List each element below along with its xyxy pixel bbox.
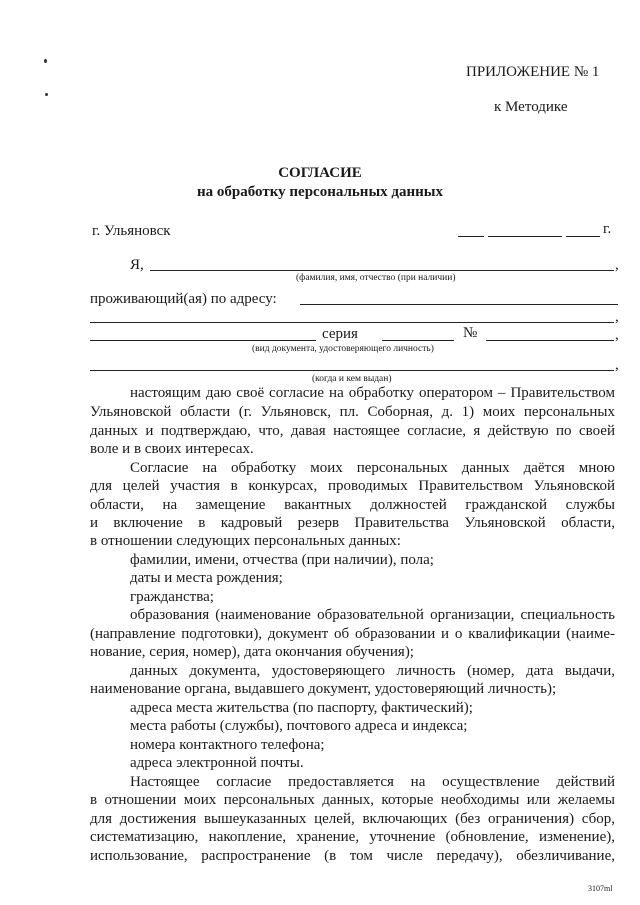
body-line: и включение в кадровый резерв Правительства Ульяновской области, (90, 515, 615, 531)
number-label: № (463, 325, 478, 341)
list-item: даты и места рождения; (130, 570, 283, 586)
address-label: проживающий(ая) по адресу: (90, 291, 277, 307)
body-line: Ульяновской области (г. Ульяновск, пл. Соборная, д. 1) моих персональных (90, 404, 615, 420)
body-line: Настоящее согласие предоставляется на осуществление действий (130, 774, 615, 790)
city-label: г. Ульяновск (92, 223, 171, 239)
date-day-line (458, 236, 484, 237)
list-item: фамилии, имени, отчества (при наличии), пола; (130, 552, 434, 568)
document-title: СОГЛАСИЕ (278, 165, 362, 181)
doc-hint: (вид документа, удостоверяющего личность) (252, 344, 434, 354)
body-line: в отношении следующих персональных данных: (90, 533, 401, 549)
date-year-line (566, 236, 600, 237)
year-suffix: г. (603, 221, 612, 237)
issued-line (90, 370, 614, 371)
fio-comma: , (615, 257, 619, 273)
doc-type-line (90, 340, 316, 341)
address-line (300, 304, 618, 305)
list-item: данных документа, удостоверяющего личность (номер, дата выдачи, (130, 663, 615, 679)
body-line: Согласие на обработку моих персональных данных даётся мною (130, 460, 615, 476)
body-line: использование, распространение (в том числе передачу), обезличивание, (90, 848, 615, 864)
address-comma: , (615, 309, 619, 325)
fio-hint: (фамилия, имя, отчество (при наличии) (296, 273, 456, 283)
series-line (382, 340, 454, 341)
list-item: наименование органа, выдавшего документ, удостоверяющий личность); (90, 681, 557, 697)
body-line: в отношении моих персональных данных, которые необходимы или желаемы (90, 792, 615, 808)
date-month-line (488, 236, 562, 237)
issued-hint: (когда и кем выдан) (312, 374, 392, 384)
body-line: систематизацию, накопление, хранение, уточнение (обновление, изменение), (90, 829, 615, 845)
document-subtitle: на обработку персональных данных (197, 184, 443, 200)
body-line: настоящим даю своё согласие на обработку оператором – Правительством (130, 385, 615, 401)
list-item: нование, серия, номер), дата окончания обучения); (90, 644, 414, 660)
series-label: серия (322, 326, 358, 342)
list-item: образования (наименование образовательной организации, специальность (130, 607, 615, 623)
list-item: гражданства; (130, 589, 214, 605)
series-comma: , (615, 327, 619, 343)
scan-speck (44, 59, 47, 63)
list-item: (направление подготовки), документ об образовании и о квалификации (наиме- (90, 626, 615, 642)
number-line (486, 340, 614, 341)
issued-comma: , (615, 357, 619, 373)
address-line-2 (90, 322, 614, 323)
i-label: Я, (130, 257, 144, 273)
body-line: для достижения вышеуказанных целей, включающих (без ограничения) сбор, (90, 811, 615, 827)
list-item: адреса места жительства (по паспорту, фактический); (130, 700, 473, 716)
appendix-label: ПРИЛОЖЕНИЕ № 1 (466, 64, 600, 80)
list-item: места работы (службы), почтового адреса и индекса; (130, 718, 468, 734)
body-line: для целей участия в конкурсах, проводимых Правительством Ульяновской (90, 478, 615, 494)
to-method-label: к Методике (494, 99, 568, 115)
body-line: воле и в своих интересах. (90, 441, 254, 457)
footer-code: 3107ml (588, 884, 613, 893)
scan-speck (45, 93, 48, 96)
list-item: номера контактного телефона; (130, 737, 325, 753)
list-item: адреса электронной почты. (130, 755, 304, 771)
fio-line (150, 270, 614, 271)
body-line: данных и подтверждаю, что, давая настоящее согласие, я действую по своей (90, 423, 615, 439)
body-line: области, на замещение вакантных должностей гражданской службы (90, 497, 615, 513)
